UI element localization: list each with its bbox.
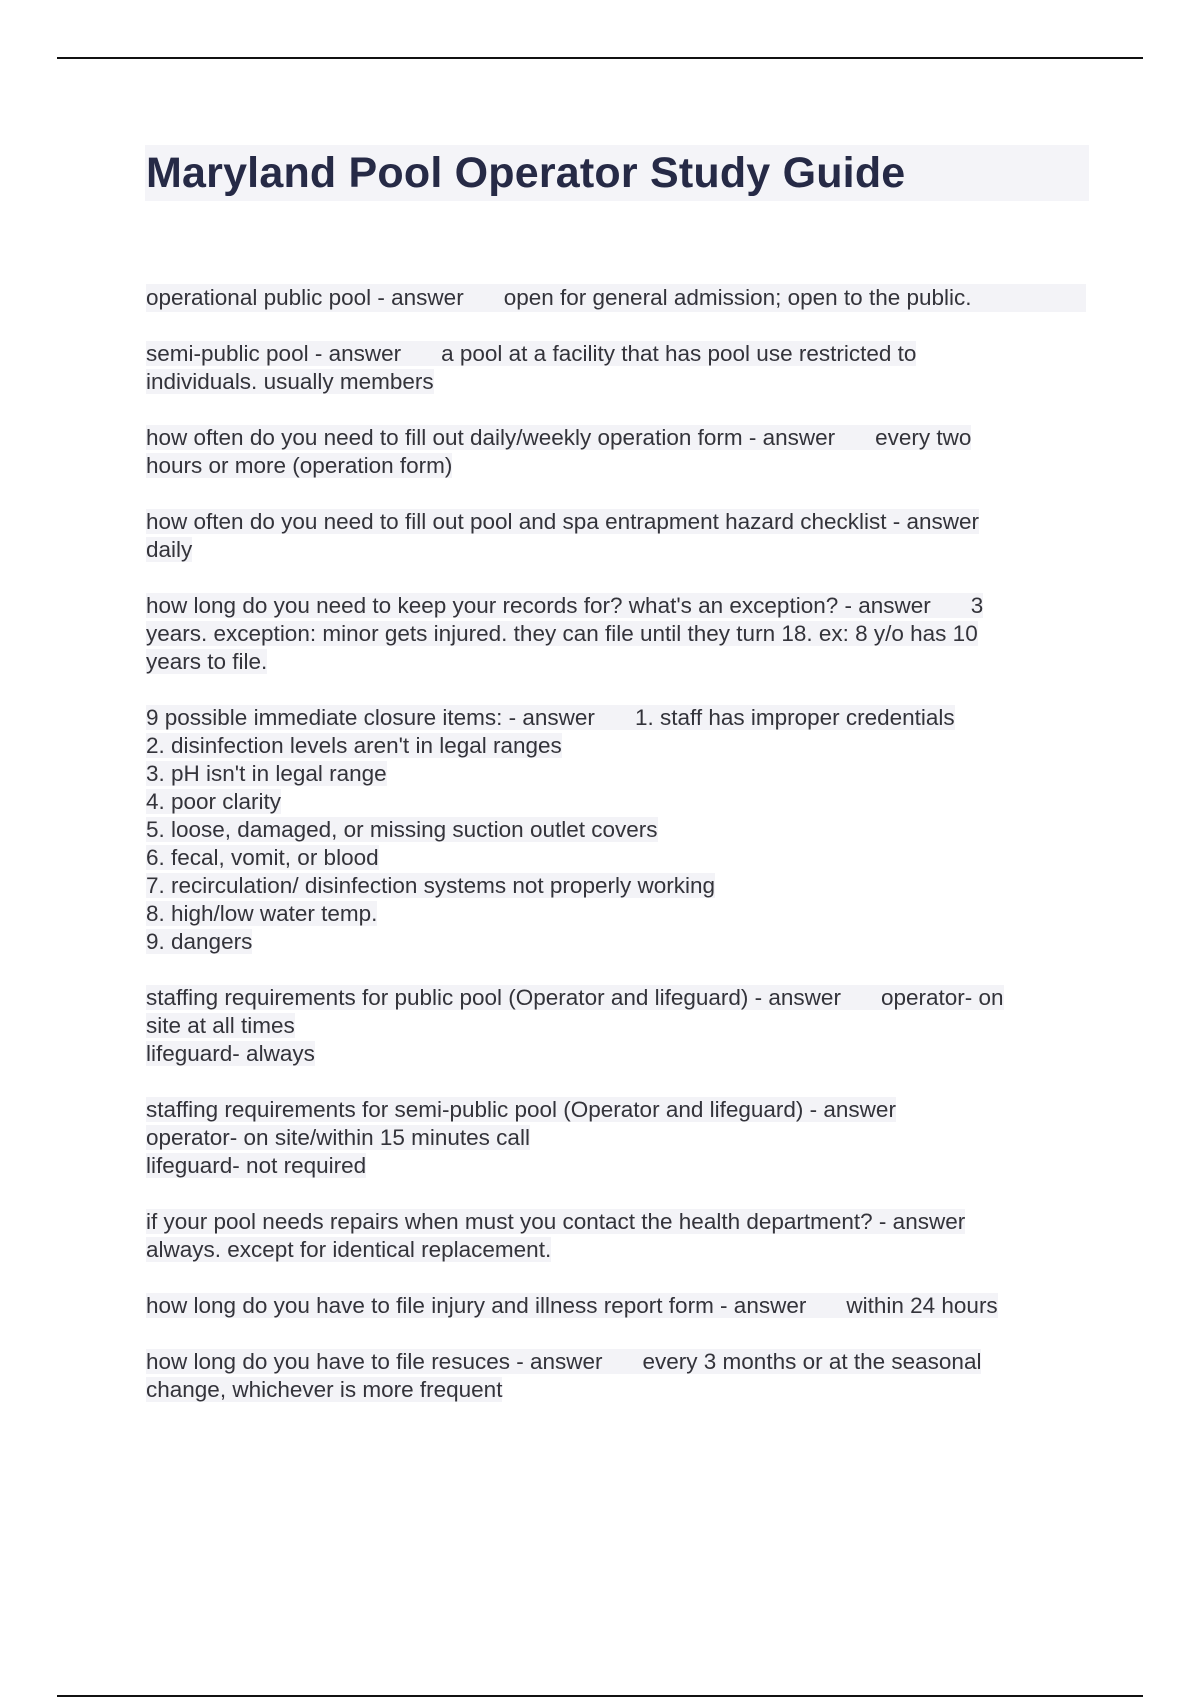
top-rule <box>57 57 1143 59</box>
flashcard <box>146 1348 1086 1404</box>
flashcard <box>146 984 1086 1068</box>
card-answer-line: daily <box>146 537 193 562</box>
card-answer-line: individuals. usually members <box>146 369 434 394</box>
card-answer-line: years. exception: minor gets injured. they can file until they turn 18. ex: 8 y/o has 10 <box>146 621 978 646</box>
card-answer-line: 4. poor clarity <box>146 789 282 814</box>
card-answer-line: 3. pH isn't in legal range <box>146 761 387 786</box>
flashcard <box>146 508 1086 564</box>
card-answer-line: open for general admission; open to the public. <box>503 285 972 310</box>
flashcard <box>146 704 1086 956</box>
card-term: how often do you need to fill out daily/weekly operation form - answer <box>146 425 836 450</box>
card-answer-line: lifeguard- not required <box>146 1153 367 1178</box>
card-term: if your pool needs repairs when must you contact the health department? - answer <box>146 1209 966 1234</box>
card-term: staffing requirements for public pool (Operator and lifeguard) - answer <box>146 985 841 1010</box>
card-term: semi-public pool - answer <box>146 341 402 366</box>
card-answer-line: site at all times <box>146 1013 295 1038</box>
flashcard <box>146 424 1086 480</box>
flashcard <box>146 592 1086 676</box>
flashcard <box>146 340 1086 396</box>
card-term: how long do you need to keep your records for? what's an exception? - answer <box>146 593 931 618</box>
card-answer-line: 3 <box>970 593 984 618</box>
card-term: staffing requirements for semi-public pool (Operator and lifeguard) - answer <box>146 1097 896 1122</box>
card-answer-line: 5. loose, damaged, or missing suction outlet covers <box>146 817 658 842</box>
flashcard-list <box>146 284 1086 1432</box>
card-answer-line: lifeguard- always <box>146 1041 315 1066</box>
flashcard <box>146 1292 1086 1320</box>
card-term: how long do you have to file injury and illness report form - answer <box>146 1293 807 1318</box>
flashcard <box>146 1208 1086 1264</box>
card-answer-line: operator- on site/within 15 minutes call <box>146 1125 530 1150</box>
card-answer-line: a pool at a facility that has pool use restricted to <box>441 341 917 366</box>
card-term: how often do you need to fill out pool and spa entrapment hazard checklist - answer <box>146 509 980 534</box>
card-term: 9 possible immediate closure items: - answer <box>146 705 595 730</box>
flashcard <box>146 1096 1086 1180</box>
card-answer-line: 1. staff has improper credentials <box>634 705 955 730</box>
card-answer-line: operator- on <box>880 985 1004 1010</box>
card-answer-line: hours or more (operation form) <box>146 453 453 478</box>
card-answer-line: years to file. <box>146 649 268 674</box>
card-term: operational public pool - answer <box>146 285 464 310</box>
card-answer-line: 6. fecal, vomit, or blood <box>146 845 379 870</box>
card-answer-line: 8. high/low water temp. <box>146 901 378 926</box>
card-term: how long do you have to file resuces - answer <box>146 1349 603 1374</box>
page-title: Maryland Pool Operator Study Guide <box>146 149 906 197</box>
card-answer-line: 7. recirculation/ disinfection systems not properly working <box>146 873 715 898</box>
card-answer-line: change, whichever is more frequent <box>146 1377 503 1402</box>
bottom-rule <box>57 1695 1143 1697</box>
card-answer-line: always. except for identical replacement. <box>146 1237 552 1262</box>
flashcard <box>146 284 1086 312</box>
card-answer-line: 9. dangers <box>146 929 253 954</box>
card-answer-line: 2. disinfection levels aren't in legal ranges <box>146 733 562 758</box>
card-answer-line: every two <box>875 425 972 450</box>
card-answer-line: every 3 months or at the seasonal <box>642 1349 982 1374</box>
card-answer-line: within 24 hours <box>846 1293 998 1318</box>
